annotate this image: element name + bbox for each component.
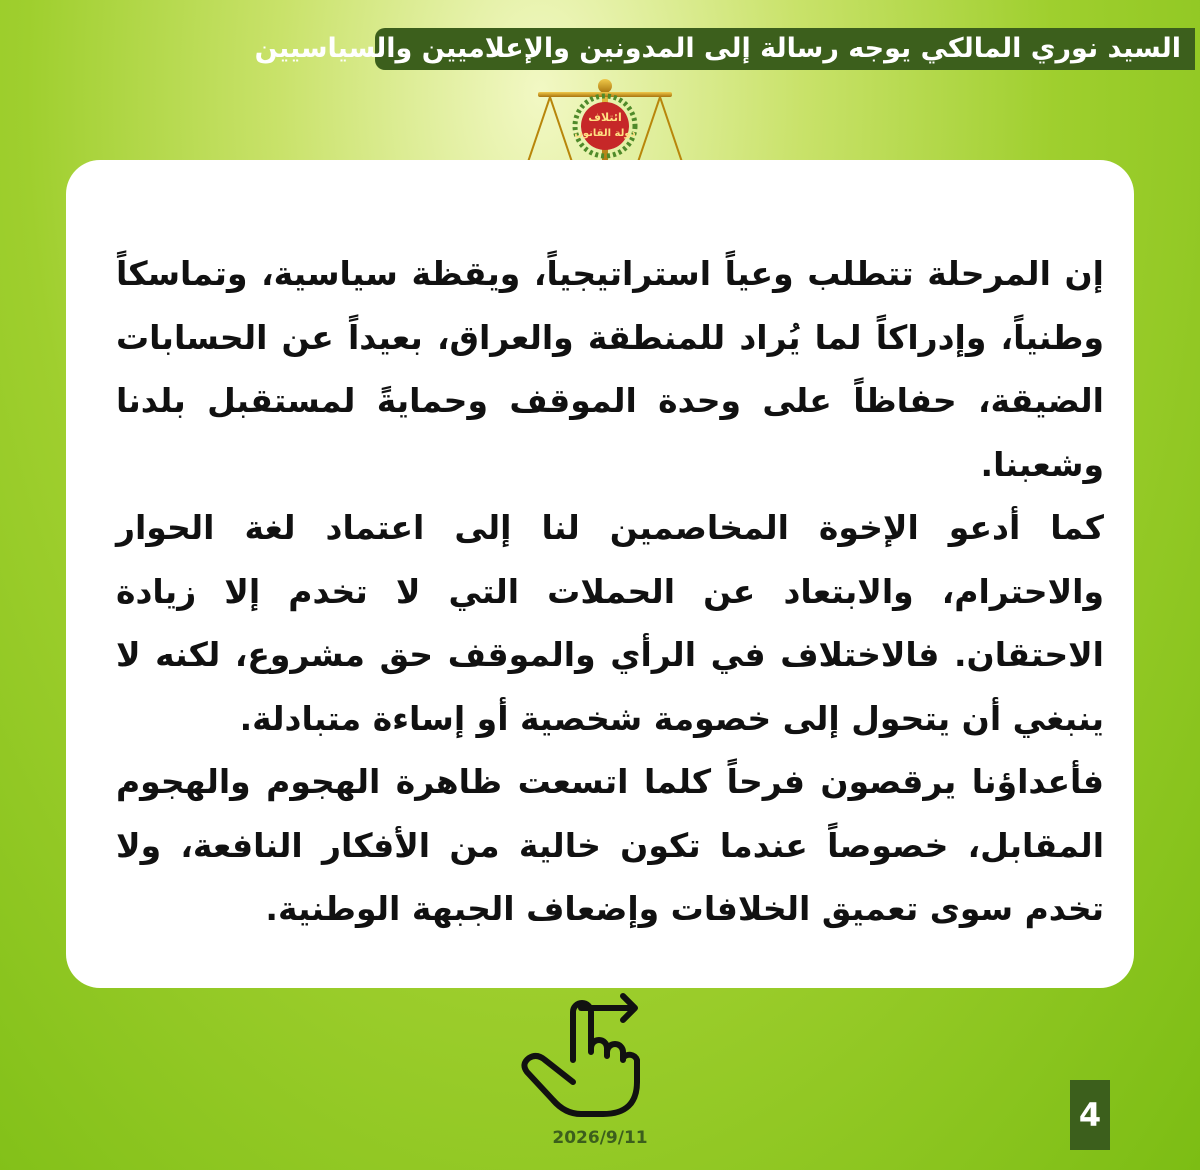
swipe-hand-icon[interactable]	[515, 990, 645, 1120]
paragraph: كما أدعو الإخوة المخاصمين لنا إلى اعتماد لغة الحوار والاحترام، والابتعاد عن الحملات التي لا تخدم إلا زيادة الاحتقان. فالاختلاف في الرأي والموقف حق مشروع، لكنه لا ينبغي أن يتحول إلى خصومة شخصية أو إساءة متبادلة.	[116, 508, 1104, 738]
logo-line1: ائتلاف	[588, 111, 622, 124]
paragraph: فأعداؤنا يرقصون فرحاً كلما اتسعت ظاهرة الهجوم والهجوم المقابل، خصوصاً عندما تكون خالية من الأفكار النافعة، ولا تخدم سوى تعميق الخلافات وإضعاف الجبهة الوطنية.	[116, 762, 1104, 928]
message-body	[116, 242, 1104, 941]
logo-line2: دولة القانون	[574, 128, 636, 139]
date-label: 2026/9/11	[552, 1128, 648, 1148]
message-card	[66, 160, 1134, 988]
page-number: 4	[1070, 1080, 1110, 1150]
paragraph: إن المرحلة تتطلب وعياً استراتيجياً، ويقظة سياسية، وتماسكاً وطنياً، وإدراكاً لما يُراد للمنطقة والعراق، بعيداً عن الحسابات الضيقة، حفاظاً على وحدة الموقف وحمايةً لمستقبل بلدنا وشعبنا.	[116, 254, 1104, 484]
page-title: السيد نوري المالكي يوجه رسالة إلى المدونين والإعلاميين والسياسيين	[375, 28, 1195, 70]
